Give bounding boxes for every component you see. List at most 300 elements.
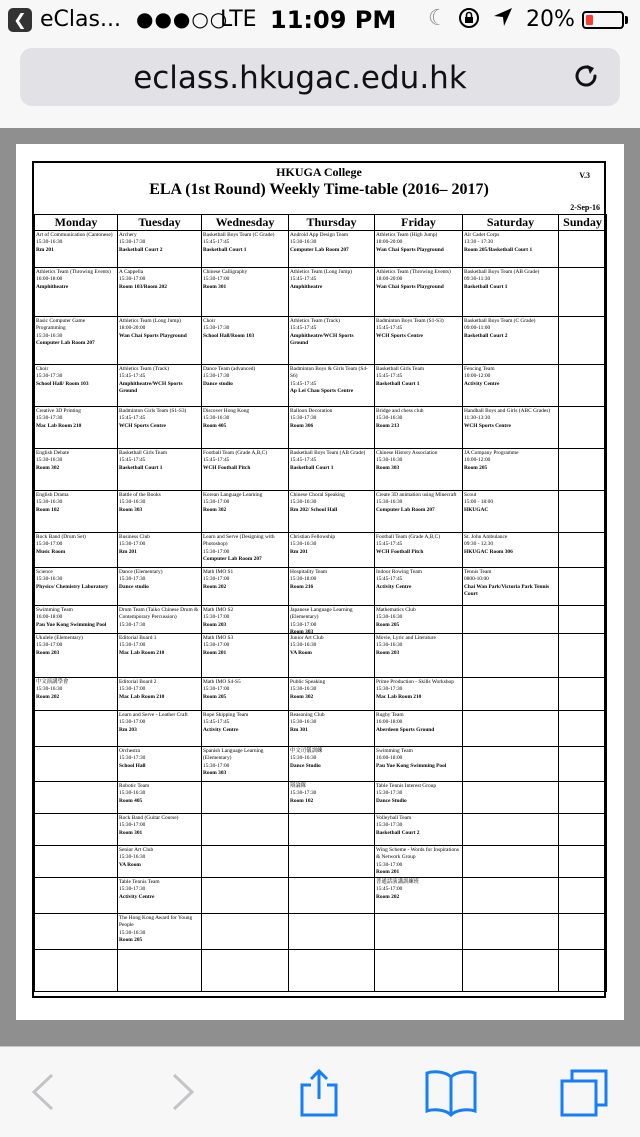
activity-time: 15:30-16:30 bbox=[290, 686, 317, 693]
activity-entry bbox=[464, 318, 557, 363]
activity-entry bbox=[376, 815, 461, 844]
activity-location: Computer Lab Room 207 bbox=[376, 506, 435, 513]
back-app-name[interactable]: eClas... bbox=[40, 7, 121, 32]
activity-location: School Hall/ Room 103 bbox=[36, 380, 89, 387]
day-header-sunday: Sunday bbox=[559, 215, 607, 231]
activity-time: 15:30-17:00 bbox=[203, 548, 230, 555]
activity-location: Rm 201 bbox=[36, 246, 54, 253]
timetable-cell bbox=[289, 846, 375, 878]
activity-time: 15:45-17:45 bbox=[119, 373, 146, 380]
activity-location: Room 205/Basketball Court 1 bbox=[464, 246, 533, 253]
activity-entry bbox=[290, 748, 373, 780]
activity-location: WCH Sports Centre bbox=[119, 422, 166, 429]
activity-entry bbox=[119, 607, 200, 632]
activity-time: 15:30-16:30 bbox=[36, 239, 63, 246]
activity-entry bbox=[560, 915, 605, 948]
activity-entry bbox=[560, 232, 605, 266]
activity-name: Basketball Boys Team (C Grade) bbox=[203, 232, 275, 238]
activity-entry bbox=[464, 783, 557, 812]
activity-time: 15:30-17:30 bbox=[36, 415, 63, 422]
activity-time: 15:30-17:30 bbox=[203, 325, 230, 332]
activity-time: 15:30-17:30 bbox=[119, 576, 146, 583]
activity-entry bbox=[464, 712, 557, 745]
activity-name: Table Tennis Interest Group bbox=[376, 783, 437, 789]
activity-name: English Drama bbox=[36, 492, 69, 498]
activity-location: Amphitheatre/WCH Sports Ground bbox=[119, 380, 183, 395]
activity-time: 15:30-17:30 bbox=[119, 886, 146, 893]
activity-location: Activity Centre bbox=[203, 726, 239, 733]
activity-time: 15:30-16:30 bbox=[36, 576, 63, 583]
activity-entry bbox=[119, 534, 200, 566]
activity-name: Math IMO S1 bbox=[203, 569, 234, 575]
timetable-cell bbox=[559, 634, 607, 678]
activity-location: Rm 301 bbox=[290, 726, 308, 733]
activity-name: Creative 3D Printing bbox=[36, 408, 81, 414]
activity-entry bbox=[203, 366, 287, 405]
activity-entry bbox=[119, 783, 200, 812]
activity-time: 09:30 - 12:30 bbox=[464, 541, 494, 548]
activity-name: Athletics Team (Track) bbox=[119, 366, 169, 372]
activity-time: 15:45-17:45 bbox=[290, 276, 317, 283]
timetable-row bbox=[35, 747, 607, 782]
timetable-cell bbox=[202, 317, 289, 365]
activity-name: Math IMO S4-S5 bbox=[203, 679, 241, 685]
activity-entry bbox=[464, 607, 557, 632]
activity-time: 15:30-17:00 bbox=[119, 822, 146, 829]
activity-entry bbox=[376, 748, 461, 780]
activity-entry bbox=[119, 569, 200, 604]
activity-name: Robotic Team bbox=[119, 783, 150, 789]
activity-entry bbox=[560, 847, 605, 876]
activity-entry bbox=[560, 569, 605, 604]
timetable-cell bbox=[559, 950, 607, 992]
activity-location: Rm 202/ School Hall bbox=[290, 506, 338, 513]
timetable-cell bbox=[289, 814, 375, 846]
activity-entry bbox=[464, 366, 557, 405]
timetable-cell bbox=[559, 914, 607, 950]
activity-time: 15:45-17:45 bbox=[203, 239, 230, 246]
activity-entry bbox=[36, 408, 116, 447]
activity-time: 15:30-17:00 bbox=[119, 719, 146, 726]
carrier-label: LTE bbox=[220, 7, 257, 32]
activity-time: 15:30-17:00 bbox=[203, 614, 230, 621]
activity-entry bbox=[560, 450, 605, 489]
timetable-cell bbox=[118, 491, 202, 533]
activity-location: Room 205 bbox=[203, 693, 227, 700]
activity-entry bbox=[203, 635, 287, 676]
timetable-cell bbox=[463, 950, 559, 992]
activity-entry bbox=[36, 915, 116, 948]
activity-time: 0800-10:00 bbox=[464, 576, 489, 583]
timetable-cell bbox=[202, 914, 289, 950]
activity-entry bbox=[376, 712, 461, 745]
activity-time: 15:30-17:30 bbox=[119, 621, 146, 628]
activity-location: Room 301 bbox=[203, 283, 227, 290]
activity-entry bbox=[376, 915, 461, 948]
activity-time: 15:30-17:00 bbox=[290, 621, 317, 628]
activity-time: 15:30-17:00 bbox=[36, 642, 63, 649]
activity-name: Junior Art Club bbox=[290, 635, 324, 641]
timetable-cell bbox=[118, 747, 202, 782]
activity-entry bbox=[119, 748, 200, 780]
timetable-header bbox=[34, 163, 604, 214]
timetable-cell bbox=[35, 568, 118, 606]
activity-entry bbox=[203, 951, 287, 990]
timetable-cell bbox=[202, 365, 289, 407]
activity-time: 09:00-11:00 bbox=[464, 325, 491, 332]
timetable-row bbox=[35, 914, 607, 950]
activity-location: Mac Lab Room 210 bbox=[119, 693, 165, 700]
activity-location: Dance studio bbox=[203, 380, 233, 387]
activity-location: Amphitheatre/WCH Sports Ground bbox=[290, 332, 354, 347]
timetable-cell bbox=[559, 814, 607, 846]
timetable-cell bbox=[289, 950, 375, 992]
activity-name: Bridge and chess club bbox=[376, 408, 424, 414]
activity-entry bbox=[36, 569, 116, 604]
activity-location: Physics/ Chemistry Laboratory bbox=[36, 583, 109, 590]
activity-entry bbox=[36, 712, 116, 745]
battery-tip bbox=[625, 16, 628, 24]
activity-entry bbox=[290, 783, 373, 812]
timetable-cell bbox=[375, 606, 463, 634]
activity-location: Room 303 bbox=[203, 770, 227, 777]
activity-name: Math IMO S2 bbox=[203, 607, 234, 613]
address-bar[interactable] bbox=[20, 48, 620, 106]
activity-time: 15:30-17:00 bbox=[203, 762, 230, 769]
activity-time: 15:30-18:00 bbox=[290, 576, 317, 583]
back-to-app-icon[interactable]: ❮ bbox=[8, 8, 32, 32]
timetable-cell bbox=[463, 678, 559, 711]
activity-entry bbox=[560, 269, 605, 315]
timetable-cell bbox=[202, 782, 289, 814]
activity-name: Android App Design Team bbox=[290, 232, 349, 238]
activity-time: 15:30-17:30 bbox=[376, 822, 403, 829]
activity-location: Mac Lab Room 210 bbox=[376, 693, 422, 700]
activity-location: Room 103/Room 202 bbox=[119, 283, 167, 290]
day-header-thursday: Thursday bbox=[289, 215, 375, 231]
activity-time: 16:00-18:00 bbox=[36, 276, 63, 283]
timetable-cell bbox=[35, 317, 118, 365]
timetable-cell bbox=[35, 491, 118, 533]
timetable-row bbox=[35, 231, 607, 268]
activity-entry bbox=[119, 269, 200, 315]
timetable-cell bbox=[375, 914, 463, 950]
activity-entry bbox=[464, 232, 557, 266]
activity-entry bbox=[36, 607, 116, 632]
activity-location: Basketball Court 2 bbox=[376, 829, 420, 836]
activity-entry bbox=[464, 879, 557, 912]
timetable-cell bbox=[463, 533, 559, 568]
activity-time: 15:30-16:30 bbox=[376, 415, 403, 422]
activity-entry bbox=[119, 318, 200, 363]
activity-name: Athletics Team (High Jump) bbox=[376, 232, 438, 238]
timetable-cell bbox=[375, 878, 463, 914]
activity-time: 15:30-17:00 bbox=[203, 499, 230, 506]
timetable-cell bbox=[559, 678, 607, 711]
activity-time: 15:30-16:30 bbox=[119, 790, 146, 797]
activity-location: Activity Centre bbox=[119, 893, 155, 900]
timetable-cell bbox=[289, 231, 375, 268]
activity-entry bbox=[36, 783, 116, 812]
activity-entry bbox=[290, 450, 373, 489]
timetable-cell bbox=[559, 846, 607, 878]
activity-location: Basketball Court 1 bbox=[464, 283, 508, 290]
activity-time: 15:30-16:30 bbox=[36, 499, 63, 506]
activity-location: Room 203 bbox=[36, 649, 60, 656]
activity-entry bbox=[36, 815, 116, 844]
activity-time: 15:30-17:00 bbox=[119, 541, 146, 548]
timetable-cell bbox=[559, 533, 607, 568]
activity-location: Room 405 bbox=[203, 422, 227, 429]
activity-entry bbox=[290, 569, 373, 604]
activity-time: 15:30-17:00 bbox=[36, 541, 63, 548]
activity-entry bbox=[119, 408, 200, 447]
activity-time: 16:00-18:00 bbox=[376, 719, 403, 726]
activity-entry bbox=[36, 951, 116, 990]
activity-entry bbox=[290, 366, 373, 405]
timetable-cell bbox=[375, 491, 463, 533]
activity-name: Basic Computer Game Programming bbox=[36, 318, 86, 332]
activity-name: Badminton Boys Team (S1-S3) bbox=[376, 318, 444, 324]
timetable-cell bbox=[289, 449, 375, 491]
activity-time: 15:30-16:30 bbox=[290, 239, 317, 246]
timetable-cell bbox=[35, 914, 118, 950]
timetable-cell bbox=[463, 491, 559, 533]
activity-entry bbox=[290, 607, 373, 636]
activity-name: Business Club bbox=[119, 534, 151, 540]
timetable-cell bbox=[35, 711, 118, 747]
activity-time: 15:30-17:30 bbox=[36, 373, 63, 380]
timetable-cell bbox=[559, 231, 607, 268]
timetable-cell bbox=[463, 846, 559, 878]
activity-location: Room 303 bbox=[119, 506, 143, 513]
timetable-body bbox=[35, 231, 607, 992]
timetable-cell bbox=[375, 747, 463, 782]
timetable-cell bbox=[289, 747, 375, 782]
activity-entry bbox=[290, 635, 373, 676]
timetable-cell bbox=[289, 782, 375, 814]
activity-entry bbox=[119, 679, 200, 709]
activity-entry bbox=[464, 534, 557, 566]
activity-entry bbox=[290, 269, 373, 315]
activity-name: Chinese History Association bbox=[376, 450, 438, 456]
timetable-row bbox=[35, 491, 607, 533]
activity-name: Movie, Lyric and Literature bbox=[376, 635, 436, 641]
timetable-cell bbox=[35, 407, 118, 449]
battery-percent: 20% bbox=[526, 7, 575, 32]
activity-time: 11:30-13:30 bbox=[464, 415, 491, 422]
timetable-row bbox=[35, 533, 607, 568]
activity-time: 15:30-17:30 bbox=[203, 373, 230, 380]
timetable-row bbox=[35, 568, 607, 606]
battery-level bbox=[586, 15, 593, 25]
timetable-cell bbox=[463, 814, 559, 846]
timetable-cell bbox=[559, 878, 607, 914]
activity-name: Dance Team (advanced) bbox=[203, 366, 256, 372]
activity-time: 15:30-16:30 bbox=[36, 457, 63, 464]
activity-entry bbox=[203, 712, 287, 745]
timetable-row bbox=[35, 407, 607, 449]
activity-entry bbox=[203, 450, 287, 489]
timetable-cell bbox=[375, 568, 463, 606]
activity-entry bbox=[290, 915, 373, 948]
timetable-cell bbox=[463, 914, 559, 950]
activity-entry bbox=[290, 815, 373, 844]
activity-entry bbox=[290, 534, 373, 566]
timetable-row bbox=[35, 782, 607, 814]
activity-location: Ap Lei Chau Sports Centre bbox=[290, 388, 354, 395]
timetable-cell bbox=[375, 317, 463, 365]
activity-name: Athletics Team (Throwing Events) bbox=[36, 269, 111, 275]
activity-entry bbox=[376, 408, 461, 447]
timetable-cell bbox=[289, 407, 375, 449]
activity-name: Swimming Team bbox=[376, 748, 413, 754]
timetable-cell bbox=[35, 747, 118, 782]
activity-entry bbox=[36, 450, 116, 489]
activity-entry bbox=[376, 783, 461, 812]
activity-name: Air Cadet Corps bbox=[464, 232, 500, 238]
activity-entry bbox=[464, 635, 557, 676]
timetable-cell bbox=[118, 914, 202, 950]
activity-entry bbox=[376, 492, 461, 531]
activity-location: School Hall bbox=[119, 762, 146, 769]
timetable-cell bbox=[289, 491, 375, 533]
timetable-cell bbox=[202, 634, 289, 678]
activity-name: Science bbox=[36, 569, 53, 575]
activity-location: Dance Studio bbox=[290, 762, 321, 769]
activity-entry bbox=[560, 408, 605, 447]
timetable-cell bbox=[35, 231, 118, 268]
activity-entry bbox=[36, 748, 116, 780]
activity-time: 15:30-16:30 bbox=[290, 642, 317, 649]
activity-entry bbox=[119, 951, 200, 990]
timetable-cell bbox=[202, 568, 289, 606]
activity-entry bbox=[464, 492, 557, 531]
activity-time: 18:00-20:00 bbox=[376, 276, 403, 283]
timetable-cell bbox=[289, 678, 375, 711]
activity-entry bbox=[119, 847, 200, 876]
activity-time: 15:45-17:45 bbox=[203, 457, 230, 464]
activity-name: Discover Hong Kong bbox=[203, 408, 250, 414]
activity-entry bbox=[376, 450, 461, 489]
activity-entry bbox=[290, 847, 373, 876]
activity-time: 15:30-17:30 bbox=[290, 415, 317, 422]
timetable-cell bbox=[463, 268, 559, 317]
forward-arrow-icon[interactable] bbox=[152, 1067, 212, 1117]
activity-location: VA Room bbox=[119, 861, 141, 868]
activity-location: Room 205 bbox=[464, 464, 488, 471]
timetable-cell bbox=[202, 950, 289, 992]
activity-entry bbox=[560, 492, 605, 531]
activity-name: St. John Ambulance bbox=[464, 534, 508, 540]
activity-name: Battle of the Books bbox=[119, 492, 161, 498]
activity-time: 15:45-17:45 bbox=[376, 373, 403, 380]
activity-name: Public Speaking bbox=[290, 679, 326, 685]
activity-location: Room 102 bbox=[36, 506, 60, 513]
activity-name: Create 3D animation using Minecraft bbox=[376, 492, 457, 498]
timetable-cell bbox=[202, 407, 289, 449]
timetable-row bbox=[35, 846, 607, 878]
activity-location: Room 303 bbox=[376, 464, 400, 471]
timetable-cell bbox=[559, 568, 607, 606]
activity-entry bbox=[119, 879, 200, 912]
timetable-cell bbox=[463, 365, 559, 407]
activity-name: Basketball Boys Team (AB Grade) bbox=[464, 269, 540, 275]
timetable-cell bbox=[375, 365, 463, 407]
url-text[interactable]: eclass.hkugac.edu.hk bbox=[133, 60, 467, 96]
activity-location: Room 102 bbox=[290, 797, 314, 804]
activity-name: Badminton Boys & Girls Team (S4-S6) bbox=[290, 366, 368, 380]
activity-entry bbox=[560, 951, 605, 990]
reload-icon[interactable] bbox=[568, 58, 604, 94]
timetable-row bbox=[35, 711, 607, 747]
activity-time: 15:30-17:00 bbox=[203, 642, 230, 649]
activity-location: HKUGAC bbox=[464, 506, 489, 513]
activity-time: 15:30-17:00 bbox=[376, 861, 403, 868]
activity-name: Prime Production - Skills Workshop bbox=[376, 679, 454, 685]
activity-location: Room 302 bbox=[36, 464, 60, 471]
timetable-cell bbox=[289, 606, 375, 634]
activity-name: Basketball Boys Team (C Grade) bbox=[464, 318, 536, 324]
activity-name: 中文司儀訓練 bbox=[290, 748, 323, 754]
timetable-cell bbox=[559, 606, 607, 634]
share-icon[interactable] bbox=[289, 1067, 349, 1117]
activity-location: Basketball Court 2 bbox=[119, 246, 163, 253]
activity-location: Amphitheatre bbox=[36, 283, 69, 290]
activity-name: Dance (Elementary) bbox=[119, 569, 163, 575]
timetable-row bbox=[35, 365, 607, 407]
activity-name: Senior Art Club bbox=[119, 847, 154, 853]
activity-entry bbox=[290, 318, 373, 363]
activity-entry bbox=[464, 915, 557, 948]
activity-name: Orchestra bbox=[119, 748, 140, 754]
timetable-cell bbox=[202, 747, 289, 782]
timetable-cell bbox=[375, 533, 463, 568]
timetable-cell bbox=[559, 317, 607, 365]
activity-name: Athletics Team (Long Jump) bbox=[119, 318, 181, 324]
activity-time: 18:00-20:00 bbox=[376, 239, 403, 246]
activity-time: 15:30-17:00 bbox=[203, 276, 230, 283]
timetable-row bbox=[35, 449, 607, 491]
activity-time: 15:30-17:30 bbox=[376, 686, 403, 693]
timetable-row bbox=[35, 878, 607, 914]
activity-entry bbox=[464, 748, 557, 780]
activity-entry bbox=[203, 607, 287, 632]
bookmarks-icon[interactable] bbox=[421, 1067, 481, 1117]
browser-toolbar bbox=[0, 1046, 640, 1137]
timetable-cell bbox=[35, 878, 118, 914]
activity-entry bbox=[36, 635, 116, 676]
back-arrow-icon[interactable] bbox=[14, 1067, 74, 1117]
tabs-icon[interactable] bbox=[556, 1067, 616, 1117]
activity-time: 15:30-17:00 bbox=[203, 686, 230, 693]
activity-location: Dance studio bbox=[119, 583, 149, 590]
activity-name: Football Team (Grade A,B,C) bbox=[376, 534, 441, 540]
college-name: HKUGA College bbox=[276, 165, 362, 179]
timetable-cell bbox=[463, 782, 559, 814]
timetable-cell bbox=[559, 711, 607, 747]
activity-name: Athletics Team (Track) bbox=[290, 318, 340, 324]
activity-name: Rugby Team bbox=[376, 712, 404, 718]
timetable-cell bbox=[375, 782, 463, 814]
activity-entry bbox=[119, 492, 200, 531]
timetable-cell bbox=[35, 533, 118, 568]
activity-entry bbox=[290, 951, 373, 990]
timetable-cell bbox=[559, 747, 607, 782]
activity-name: Badminton Girls Team (S1-S3) bbox=[119, 408, 187, 414]
timetable-cell bbox=[289, 914, 375, 950]
activity-name: 中文演講學會 bbox=[36, 679, 69, 685]
